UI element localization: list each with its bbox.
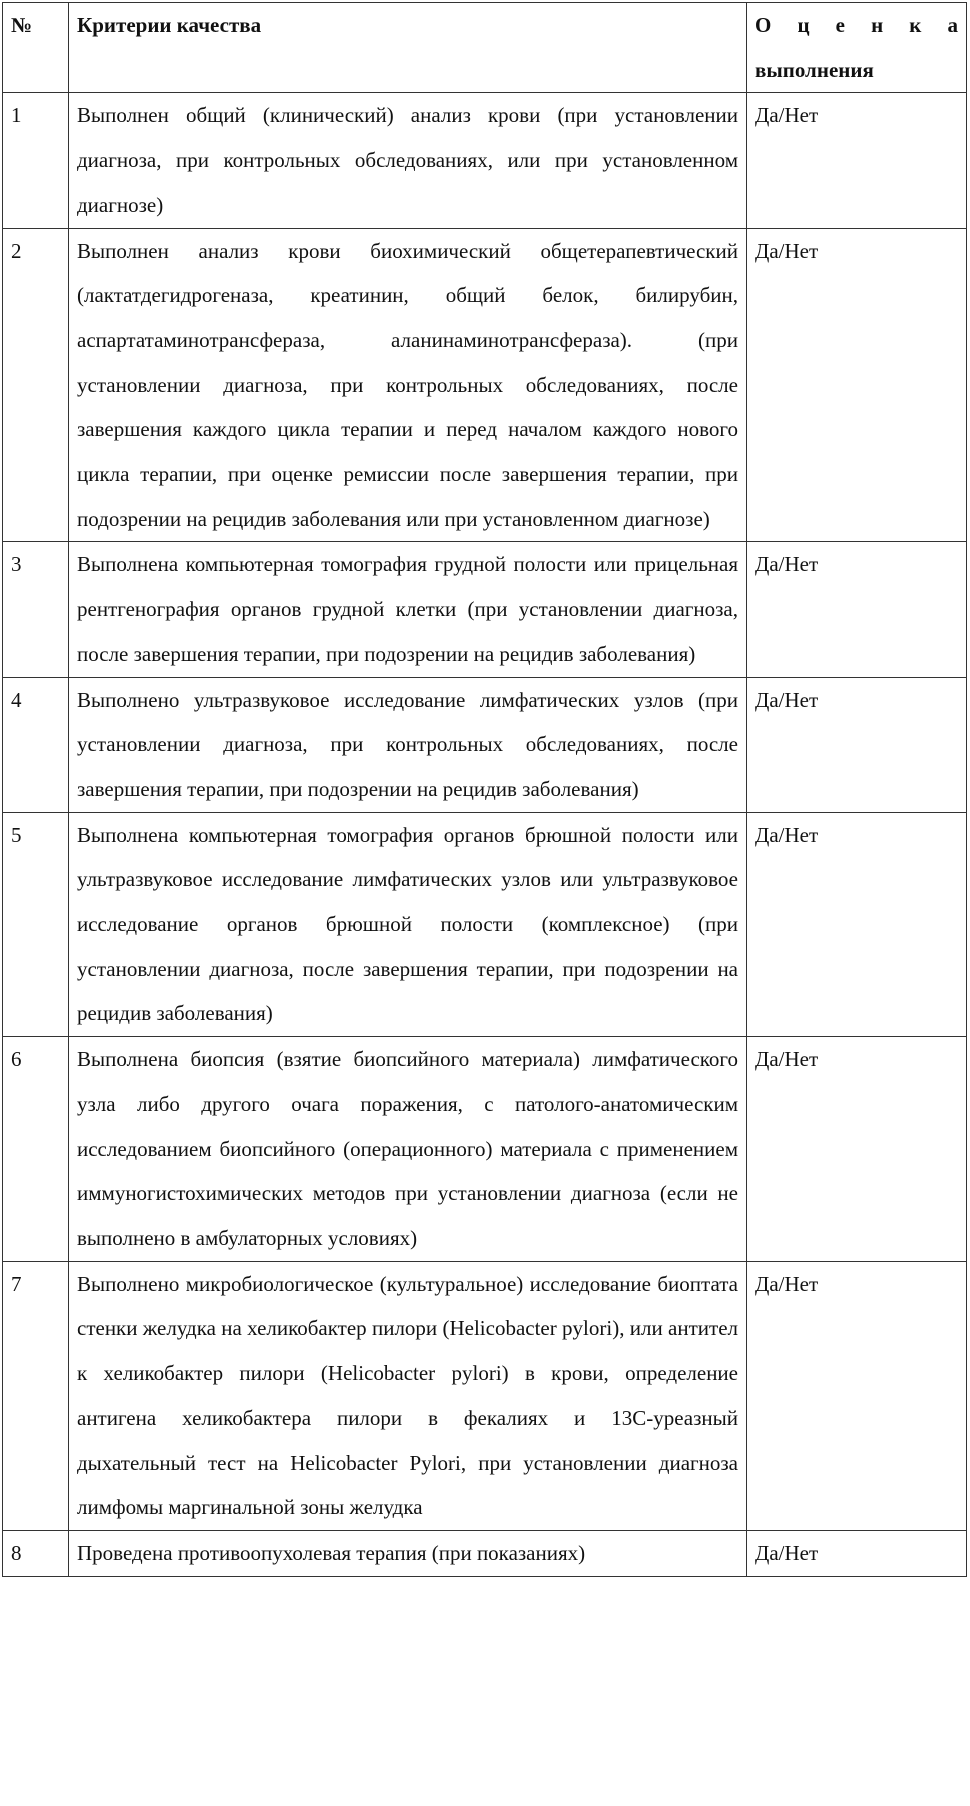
table-row [3,542,967,677]
row-criterion: Выполнена компьютерная томография грудной полости или прицельная рентгенография органов грудной клетки (при установлении диагноза, после завершения терапии, при подозрении на рецидив заболевания) [69,542,747,677]
row-score: Да/Нет [747,812,967,1037]
table-row [3,1530,967,1576]
header-number: № [3,3,69,93]
row-score: Да/Нет [747,542,967,677]
row-number: 7 [3,1261,69,1530]
row-score: Да/Нет [747,677,967,812]
row-score: Да/Нет [747,228,967,542]
row-criterion: Выполнена компьютерная томография органов брюшной полости или ультразвуковое исследование лимфатических узлов или ультразвуковое исследование органов брюшной полости (комплексное) (при установлении диагноза, после завершения терапии, при подозрении на рецидив заболевания) [69,812,747,1037]
row-number: 6 [3,1037,69,1262]
row-number: 1 [3,93,69,228]
row-number: 8 [3,1530,69,1576]
row-score: Да/Нет [747,1261,967,1530]
row-criterion: Выполнен анализ крови биохимический общетерапевтический (лактатдегидрогеназа, креатинин, общий белок, билирубин, аспартатаминотрансфераза, аланинаминотрансфераза). (при установлении диагноза, при контрольных обследованиях, после завершения каждого цикла терапии и перед началом каждого нового цикла терапии, при оценке ремиссии после завершения терапии, при подозрении на рецидив заболевания или при установленном диагнозе) [69,228,747,542]
header-score-line1: О ц е н к а [755,13,958,37]
table-header-row [3,3,967,93]
row-score: Да/Нет [747,1530,967,1576]
table-row [3,1037,967,1262]
row-criterion: Выполнена биопсия (взятие биопсийного материала) лимфатического узла либо другого очага поражения, с патолого-анатомическим исследованием биопсийного (операционного) материала с применением иммуногистохимических методов при установлении диагноза (если не выполнено в амбулаторных условиях) [69,1037,747,1262]
table-row [3,1261,967,1530]
header-criteria: Критерии качества [69,3,747,93]
quality-criteria-table [2,2,967,1577]
table-row [3,677,967,812]
row-criterion: Выполнено ультразвуковое исследование лимфатических узлов (при установлении диагноза, при контрольных обследованиях, после завершения терапии, при подозрении на рецидив заболевания) [69,677,747,812]
header-score-line2: выполнения [755,57,874,82]
row-number: 5 [3,812,69,1037]
table-row [3,93,967,228]
row-criterion: Выполнено микробиологическое (культуральное) исследование биоптата стенки желудка на хеликобактер пилори (Helicobacter pylori), или антител к хеликобактер пилори (Helicobacter pylori) в крови, определение антигена хеликобактера пилори в фекалиях и 13С-уреазный дыхательный тест на Helicobacter Pylori, при установлении диагноза лимфомы маргинальной зоны желудка [69,1261,747,1530]
row-score: Да/Нет [747,93,967,228]
table-row [3,812,967,1037]
row-criterion: Проведена противоопухолевая терапия (при показаниях) [69,1530,747,1576]
header-score [747,3,967,93]
row-number: 2 [3,228,69,542]
table-row [3,228,967,542]
row-score: Да/Нет [747,1037,967,1262]
row-number: 3 [3,542,69,677]
row-criterion: Выполнен общий (клинический) анализ крови (при установлении диагноза, при контрольных обследованиях, или при установленном диагнозе) [69,93,747,228]
row-number: 4 [3,677,69,812]
